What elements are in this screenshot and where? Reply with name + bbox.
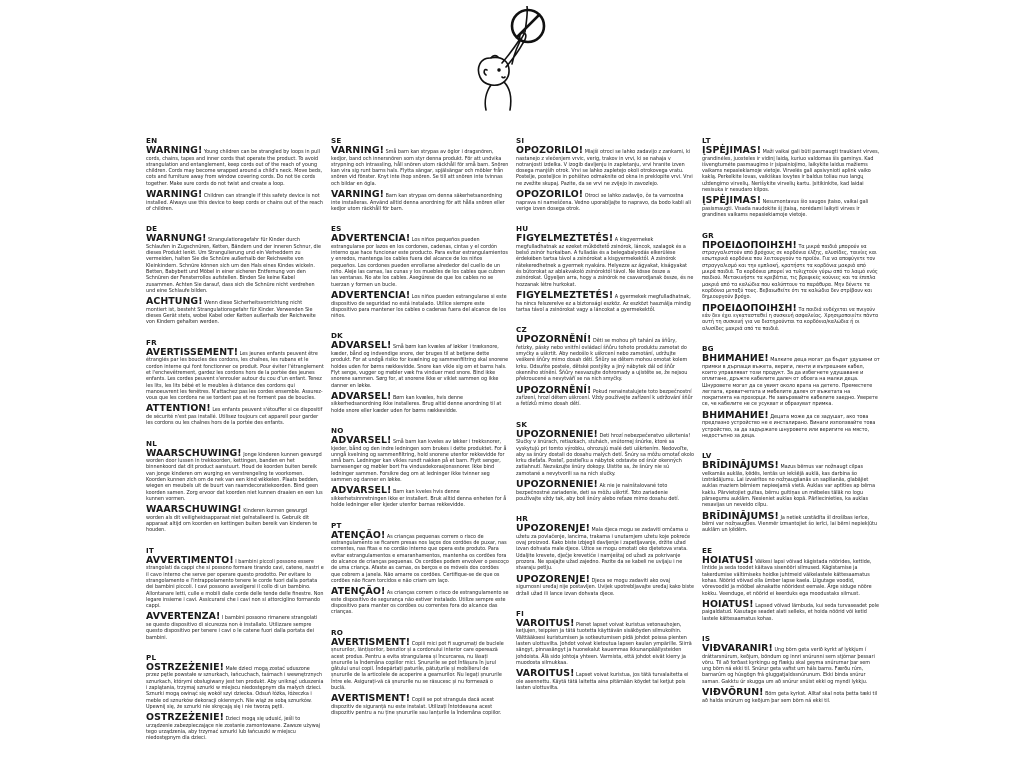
warning-heading: AVERTISMENT!: [331, 636, 411, 648]
warning-paragraph: [516, 146, 694, 187]
warning-text: Barn kan strypas om denna säkerhetsanordning inte installeras. Använd alltid denna anordning för att hålla snören eller kedjor utom räckhåll för barn.: [331, 193, 505, 212]
warning-heading: OPOZORILO!: [516, 189, 584, 201]
language-code: PT: [331, 520, 342, 530]
warning-paragraph: [331, 291, 509, 319]
language-code: EE: [702, 545, 713, 555]
language-code: HR: [516, 514, 528, 524]
warning-text: Mala djeca mogu se zadaviti omčama u užetu za povlačenje, lancima, trakama i unutarnjem užetu koje pokreće ovaj proizvod. Kako biste izbjegli davljenje i zapetljavanje, držite užad izvan dohvata male djece. Užice se mogu omotati oko djetetova vrata. Udaljite krevete, dječje krevetiće i namještaj od užadi za pokrivanje prozora. Ne spajajte užad zajedno. Pazite da se kabeli ne uvijaju i ne stvaraju petlju.: [516, 527, 691, 572]
warning-paragraph: [331, 190, 509, 212]
warning-heading: AVVERTIMENTO!: [146, 554, 234, 566]
warning-text: Lapsed võivad lämbuda, kui seda turvaseadet pole paigaldatud. Kasutage seadet alati selleks, et hoida nöörid või ketid lastele kättesaamatus kohas.: [702, 602, 879, 622]
language-section-lv: [702, 451, 880, 534]
warning-text: Τα παιδιά ενδέχεται να πνιγούν εάν δεν έχει εγκατασταθεί η συσκευή ασφαλείας. Χρησιμοποιείτε πάντα αυτή τη συσκευή για να διατηρούνται τα κορδόνια/καλώδια ή οι αλυσίδες μακριά από τα παιδιά.: [702, 306, 879, 332]
language-code: FI: [516, 608, 524, 618]
warning-heading: WAARSCHUWING!: [146, 504, 242, 516]
warning-paragraph: [702, 411, 880, 439]
warning-text: Mazus bērnus var nožnaugt cilpas velkamās auklās, ķēdēs, lentās un iekšējā auklā, kas darbina šo izstrādājumu. Lai izvairītos no nožņaugšanās un sapīšanās, glabājiet auklas maziem bērniem nepieejamā vietā. Auklas var aptīties ap bērna kaklu. Pārvietojiet gultas, bērnu gultiņas un mēbeles tālāk no logu pārsegumu auklām. Nesieniet auklas kopā. Pārliecinieties, ka auklas nesavijas un neveido cilpu.: [702, 464, 876, 509]
language-section-nl: [146, 439, 324, 534]
warning-heading: ĮSPĖJIMAS!: [702, 195, 762, 207]
warning-text: Barn kan kveles hvis denne sikkerhetsinnretningen ikke er installert. Bruk alltid denna enheten for å holde ledninger eller kjeder utenfor barnas rekkevidde.: [331, 489, 507, 509]
warning-paragraph: [702, 644, 880, 685]
language-section-pl: [146, 653, 324, 742]
warning-heading: ATENÇÃO!: [331, 586, 386, 598]
language-section-cz: [516, 325, 694, 408]
warning-paragraph: [146, 449, 324, 503]
language-section-fi: [516, 609, 694, 692]
column-3: [516, 136, 694, 694]
language-code: HU: [516, 224, 529, 234]
warning-text: Децата може да се задушат, ако това предпазно устройство не е инсталирано. Винаги използвайте това устройство, за да задържате шнуровете или веригите на място, недостъпно за деца.: [702, 413, 876, 439]
language-section-hr: [516, 514, 694, 597]
language-code: CZ: [516, 325, 527, 335]
warning-heading: ADVARSEL!: [331, 434, 392, 446]
warning-heading: ВНИМАНИЕ!: [702, 409, 769, 421]
warning-heading: ΠΡΟΕΙΔΟΠΟΙΗΣΗ!: [702, 239, 797, 251]
warning-paragraph: [516, 335, 694, 382]
warning-paragraph: [702, 241, 880, 301]
warning-heading: ACHTUNG!: [146, 296, 203, 308]
warning-heading: ADVERTENCIA!: [331, 289, 411, 301]
warning-heading: AVERTISSEMENT!: [146, 346, 239, 358]
warning-heading: VARNING!: [331, 145, 385, 156]
warning-heading: VAROITUS!: [516, 617, 575, 629]
warning-heading: WARNING!: [146, 189, 203, 201]
language-section-de: [146, 224, 324, 325]
warning-paragraph: [146, 404, 324, 426]
warning-text: Copiii se pot strangula dacă acest dispozitiv de siguranță nu este instalat. Utilizați întotdeauna acest dispozitiv pentru a nu ține șnururile sau lanțurile la îndemâna copiilor.: [331, 697, 502, 717]
warning-paragraph: [146, 713, 324, 741]
warning-heading: WARNUNG!: [146, 233, 207, 245]
language-code: NL: [146, 438, 157, 448]
warning-heading: BRĪDINĀJUMS!: [702, 460, 779, 472]
warning-text: Τα μικρά παιδιά μπορούν να στραγγαλιστούν από βρόχους σε κορδόνια έλξης, αλυσίδες, ταινίες και εσωτερικά κορδόνια που λειτουργούν το προϊόν. Για να αποφύγετε τον στραγγαλισμό και την εμπλοκή, κρατήστε τα κορδόνια μακριά από μικρά παιδιά. Τα κορδόνια μπορεί να τυλιχτούν γύρω από το λαιμό ενός παιδιού. Μετακινήστε τα κρεβάτια, τις βρεφικές κούνιες και τα έπιπλα μακριά από τα καλώδια που καλύπτουν τα παράθυρα. Μην δένετε τα κορδόνια μεταξύ τους. Βεβαιωθείτε ότι τα καλώδια δεν στρίβουν και δημιουργούν βρόχο.: [702, 243, 878, 301]
warning-paragraph: [331, 341, 509, 388]
language-section-no: [331, 426, 509, 509]
language-section-dk: [331, 331, 509, 414]
warning-text: Los niños pueden estrangularse si este dispositivo de seguridad no está instalado. Utilice siempre este dispositivo para mantener los cables o cadenas fuera del alcance de los niños.: [331, 293, 507, 320]
warning-heading: ATENÇÃO!: [331, 529, 386, 541]
warning-heading: UPOZORNĚNÍ!: [516, 334, 592, 346]
warning-text: A kisgyermekek megfulladhatnak az ezeket működtető zsinórok, láncok, szalagok és a belső zsinór hurkaiban. A fulladás és a belegabalyodás elkerülése érdekében tartsa távol a zsinórokat a kisgyermekektől. A zsinórok rátekeredhetnek a gyermek nyakára. Helyezze az ágyakat, kiságyakat és bútorokat az ablakvakoló zsinóroktól távol. Ne kösse össze a zsinórokat. Ügyeljen arra, hogy a zsinórok ne csavarodjanak össze, és ne hozzanak létre hurkokat.: [516, 237, 694, 288]
warning-text: Małe dzieci mogą zostać uduszone przez pętle powstałe w sznurkach, łańcuchach, taśmach i wewnętrznych sznurkach, którymi obsługiwany jest ten produkt. Aby uniknąć uduszenia i zaplątania, trzymaj sznurki w miejscu niedostępnym dla małych dzieci. Sznurki mogą owinąć się wokół szyi dziecka. Odsuń łóżka, łóżeczka i meble od sznurków dekoracji okiennych. Nie wiąż ze sobą sznurków. Upewnij się, że sznurki nie skręcają się i nie tworzą pętli.: [146, 665, 324, 710]
warning-heading: AVERTISMENT!: [331, 693, 411, 705]
warning-heading: OSTRZEŻENIE!: [146, 661, 224, 673]
language-section-gr: [702, 231, 880, 332]
warning-text: Lapset voivat kuristua, jos tätä turvalaitetta ei ole asennettu. Käytä tätä laitetta aina pitämään köydet tai ketjut pois lasten ulottuvilta.: [516, 672, 689, 692]
warning-paragraph: [516, 480, 694, 502]
warning-text: Ja netiek uzstādīta šī drošības ierīce, bērni var nožņaugties. Vienmēr izmantojiet šo ierīci, lai bērni nepiekļūtu auklām un ķēdēm.: [702, 514, 878, 534]
warning-text: Små barn kan strypas av öglor i dragsnören, kedjor, band och innersnören som styr denna produkt. För att undvika strypning och intrassling, håll snören utom räckhåll för små barn. Snören kan vira sig runt barns hals. Flytta sängar, spjälsängar och möbler från snören vid fönster. Knyt inte ihop snören. Se till att snören inte tvinnas och bildar en ögla.: [331, 149, 509, 187]
warning-paragraph: [516, 524, 694, 571]
language-code: IS: [702, 634, 711, 643]
warning-heading: WAARSCHUWING!: [146, 447, 242, 459]
warning-text: Copiii mici pot fi sugrumați de buclele șnururilor, lănțișorilor, benzilor și a cordonului interior care operează acest produs. Pentru a evita strangularea și încurcarea, nu lăsați șnururile la îndemâna copiilor mici. Șnururile se pot înfășura în jurul gâtului unui copil. Îndepărtați paturile, pătuțurile și mobilierul de șnururile de la articolele de acoperire a geamurilor. Nu legați șnururile între ele. Asigurați-vă că șnururile nu se răsucesc și nu formează o buclă.: [331, 640, 504, 692]
language-section-es: [331, 224, 509, 319]
warning-text: Les enfants peuvent s'étouffer si ce dispositif de sécurité n'est pas installé. Utilisez toujours cet appareil pour garder les cordons ou les chaînes hors de la portée des enfants.: [146, 407, 323, 427]
warning-paragraph: [331, 531, 509, 585]
language-section-lt: [702, 136, 880, 219]
warning-text: As crianças pequenas correm o risco de estrangulamento se ficarem presas nos laços dos cordões de puxar, nas correntes, nas fitas e no cordão interno que opera este produto. Para evitar estrangulamentos e emaranhamentos, mantenha os cordões fora do alcance de crianças pequenas. Os cordões podem envolver o pescoço de uma criança. Afaste as camas, os berços e os móveis dos cordões que cobrem a janela. Não amarre os cordões. Certifique-se de que os cordões não ficam torcidos e não criam um laço.: [331, 533, 509, 584]
language-code: SK: [516, 419, 528, 429]
language-code: PL: [146, 652, 157, 662]
language-code: DE: [146, 224, 158, 234]
language-section-si: [516, 136, 694, 212]
language-section-en: [146, 136, 324, 212]
warning-heading: ADVARSEL!: [331, 390, 392, 402]
warning-paragraph: [331, 486, 509, 508]
warning-heading: HOIATUS!: [702, 598, 754, 610]
warning-paragraph: [702, 600, 880, 622]
warning-text: As crianças correm o risco de estrangulamento se este dispositivo de segurança não estiver instalado. Utilize sempre este dispositivo para manter os cordões ou correntes fora do alcance das crianças.: [331, 590, 509, 616]
warning-paragraph: [516, 291, 694, 313]
language-code: SE: [331, 136, 342, 145]
language-section-ro: [331, 628, 509, 717]
warning-paragraph: [146, 556, 324, 610]
warning-text: Deti hrozí nebezpečenstvo uškrtenia! Slučky v šnúrach, retiazkach, stuhách, vnútornej šnúrke, ktoré sa vyskytujú pri tomto výrobku, ohrozujú malé deti uškrtením. Nedovoľte, aby sa šnúry dostali do dosahu malých detí. Šnúry sa môžu omotať okolo krku dieťaťa. Posteľ, postieľku a nábytok odstavte od šnúr okenných zatiahnutí. Nezväzujte šnúry dokopy. Uistite sa, že šnúry nie sú zamotané a nevytvorili sa na nich slučky.: [516, 432, 695, 477]
warning-heading: VARNING!: [331, 189, 385, 201]
warning-paragraph: [516, 234, 694, 288]
language-section-is: [702, 634, 880, 704]
language-section-ee: [702, 546, 880, 622]
warning-heading: WARNING!: [146, 145, 203, 156]
warning-text: Pienet lapset voivat kuristua vetonauhojen, ketjujen, teippien ja tätä tuotetta käyttävän sisäköyden silmukoihin. Välttääksesi kuristumisen ja sotkeutumisen pidä johdot poissa pienten lasten ulottuvilta. Johdot voivat kietoutua lapsen kaulan ympärille. Siirrä sängyt, pinnasängyt ja huonekalut kauemmas ikkunanpäällysteiden johdoista. Älä sido johtoja yhteen. Varmista, että johdot eivät kierry ja muodosta silmukkaa.: [516, 621, 692, 666]
warning-text: Dzieci mogą się udusić, jeśli to urządzenie zabezpieczające nie zostanie zamontowane. Zawsze używaj tego urządzenia, aby trzymać sznurki lub łańcuszki w miejscu niedostępnym dla dzieci.: [146, 716, 321, 742]
warning-paragraph: [146, 234, 324, 294]
warning-paragraph: [331, 146, 509, 187]
column-2: [331, 136, 509, 720]
language-section-bg: [702, 344, 880, 439]
column-1: [146, 136, 324, 745]
warning-text: Små børn kan kvæles af løkker i træksnore, kæder, bånd og indvendige snore, der bruges til at betjene dette produkt. For at undgå risiko for kvælning og sammenfiltring skal snorene holdes uden for børns rækkevidde. Snore kan vikle sig om et barns hals. Flyt senge, vugger og møbler væk fra vinduer med snore. Bind ikke snorene sammen. Sørg for, at snorene ikke er viklet sammen og ikke danner en løkke.: [331, 344, 509, 389]
warning-text: Los niños pequeños pueden estrangularse por lazos en los cordones, cadenas, cintas y el cordón interno que hace funcionar este producto. Para evitar estrangulamientos y enredos, mantenga los cables fuera del alcance de los niños pequeños. Los cordones pueden enrollarse alrededor del cuello de un niño. Aleje las camas, las cunas y los muebles de los cables que cubren las ventanas. No ate los cables. Asegúrese de que los cables no se tuerzan y formen un bucle.: [331, 237, 508, 288]
warning-text: A gyermekek megfulladhatnak, ha nincs felszerelve ez a biztonsági eszköz. Az eszközt használja mindig tartsa távol a zsinórokat vagy a láncokat a gyermekektől.: [516, 293, 691, 313]
warning-heading: ADVERTENCIA!: [331, 233, 411, 245]
warning-heading: AVVERTENZA!: [146, 611, 221, 623]
warning-paragraph: [516, 575, 694, 597]
language-code: BG: [702, 344, 714, 354]
warning-heading: ATTENTION!: [146, 403, 211, 415]
warning-paragraph: [146, 146, 324, 187]
warning-text: Små barn kan kveles av løkker i trekksnorer, kjeder, bånd og den indre ledningen som brukes i dette produktet. For å unngå kvelning og sammenfiltring, hold snorene utenfor rekkevidde for små barn. Ledninger kan vikles rundt nakken på et barn. Flytt senger, barnesenger og møbler bort fra vindusdekorasjonssnorer. Ikke bind ledninger sammen. Forsikre deg om at ledninger ikke tvinner seg sammen og danner en løkke.: [331, 438, 507, 484]
language-code: SI: [516, 136, 525, 145]
column-4: [702, 136, 880, 707]
language-code: LT: [702, 136, 711, 145]
warning-paragraph: [702, 556, 880, 597]
warning-paragraph: [146, 297, 324, 325]
warning-text: I bambini piccoli possono essere strangolati da cappi che si possono formare tirando cavi, catene, nastri e il cavo interno che serve per operare questo prodotto. Per evitare lo strangolamento e l'intrappolamento tenere le corde fuori dalla portata dei bambini piccoli. I cavi possono avvolgersi il collo di un bambino. Allontanare letti, culle e mobili dalle corde delle tende delle finestre. Non legare insieme i cavi. Assicurarsi che i cavi non si attorciglino formando cappi.: [146, 558, 324, 610]
warning-text: Mlajši otroci se lahko zadavijo z zankami, ki nastanejo z vlečenjem vrvic, verig, trakov in vrvi, ki se nahaja v notranjosti izdelka. V izogib davljenju in zapletanju, vrvi hranite izven dosega manjših otrok. Vrvi se lahko zapletejo okoli otrokovega vratu. Postelje, posteljice in pohištvo odmaknite od okna in preklopite vrvi. Vrvi ne zvežite skupaj. Pazite, da se vrvi ne zvijejo in zavozlejo.: [516, 149, 693, 187]
warning-heading: OSTRZEŻENIE!: [146, 712, 224, 724]
warning-paragraph: [702, 461, 880, 508]
language-section-fr: [146, 338, 324, 427]
language-code: GR: [702, 230, 714, 240]
warning-paragraph: [146, 612, 324, 640]
warning-paragraph: [702, 196, 880, 218]
warning-paragraph: [331, 234, 509, 288]
language-section-pt: [331, 521, 509, 616]
warning-heading: OPOZORILO!: [516, 145, 584, 156]
warning-text: Börn geta kyrkst. Alltaf skal nota þetta tæki til að halda snúrum og keðjum þar sem börn ná ekki til.: [702, 691, 878, 704]
language-section-se: [331, 136, 509, 212]
warning-paragraph: [702, 688, 880, 704]
language-code: LV: [702, 451, 712, 461]
warning-text: Les jeunes enfants peuvent être étranglés par les boucles des cordons, les chaînes, les rubans et le cordon interne qui font fonctionner ce produit. Pour éviter l'étranglement et l'enchevêtrement, gardez les cordons hors de la portée des jeunes enfants. Les cordes peuvent s'enrouler autour du cou d'un enfant. Tenez les lits, les lits bébé et le meubles à distance des cordons qui manoeuvrent les fenêtres. N'attachez pas les cordes ensemble. Assurez-vous que les cordons ne se tordent pas et ne forment pas de boucles.: [146, 350, 324, 402]
warning-text: Ak nie je nainštalované toto bezpečnostné zariadenie, deti sa môžu uškrtiť. Toto zariadenie používajte vždy tak, aby boli šnúry alebo reťaze mimo dosahu detí.: [516, 483, 680, 502]
child-strangulation-warning-illustration: [468, 6, 564, 112]
warning-paragraph: [146, 190, 324, 212]
warning-text: Děti se mohou při tahání za šňůry, řetízky, pásky nebo vnitřní ovládací šňůru tohoto produktu zamotat do smyčky a uškrtit. Aby nedošlo k uškrcení nebo zamotání, udržujte veškeré šňůry mimo dosah dětí. Šňůry se dětem mohou omotat kolem krku. Odsuňte postele, dětské postýlky a jiný nábytek dál od šňůr okenního stínění. Šňůry nesvazujte dohromady a ujistěte se, že nejsou překroucené a nevytváří se na nich smyčky.: [516, 338, 688, 383]
warning-text: Nesumontavus šio saugos įtaiso, vaikai gali pasismaugti. Visada naudokite šį įtaisą, norėdami laikyti virves ir grandines vaikams nepasiekiamoje vietoje.: [702, 199, 869, 219]
warning-text: Otroci se lahko zadavijo, če ta varnostna naprava ni nameščena. Vedno uporabljajte to napravo, da bodo kabli ali verige izven dosega otrok.: [516, 193, 691, 212]
warning-paragraph: [331, 587, 509, 615]
warning-paragraph: [516, 669, 694, 691]
warning-text: Kinderen kunnen gewurgd worden als dit veiligheidsapparaat niet geïnstalleerd is. Gebruik dit apparaat altijd om koorden en kettingen buiten bereik van kinderen te houden.: [146, 508, 318, 534]
warning-heading: HOIATUS!: [702, 554, 754, 566]
language-section-sk: [516, 420, 694, 503]
warning-paragraph: [331, 436, 509, 483]
warning-text: Pokud nenainstalujete toto bezpečnostní zařízení, hrozí dětem uškrcení. Vždy používejte zařízení k udržování šňůr a řetízků mimo dosah dětí.: [516, 388, 693, 408]
warning-text: Djeca se mogu zadaviti ako ovaj sigurnosni uređaj nije postavljen. Uvijek upotrebljavajte uređaj kako biste držali užad ili lance izvan dohvata djece.: [516, 577, 694, 597]
warning-text: Ung börn geta verið kyrkt af lykkjum í dráttarsnúrum, keðjum, böndum og innri snúrunni sem stjórnar þessari vöru. Til að forðast kyrkingu og flækju skal geyma snúrurnar þar sem ung börn ná ekki til. Snúrur geta vafist um háls barns. Færðu rúm, barnarúm og húsgögn frá gluggatjaldssnúrunum. Ekki binda snúrur saman. Gakktu úr skugga um að snúrur snúist ekki og myndi lykkju.: [702, 647, 875, 685]
warning-paragraph: [331, 392, 509, 414]
warning-heading: VAROITUS!: [516, 668, 575, 680]
language-code: DK: [331, 331, 343, 341]
warning-paragraph: [702, 146, 880, 193]
language-section-it: [146, 546, 324, 641]
warning-paragraph: [702, 512, 880, 534]
warning-paragraph: [702, 304, 880, 332]
language-section-hu: [516, 224, 694, 313]
warning-heading: UPOZORNENIE!: [516, 479, 598, 491]
warning-heading: FIGYELMEZTETÉS!: [516, 233, 614, 245]
warning-text: Young children can be strangled by loops in pull cords, chains, tapes and inner cords that operate the product. To avoid strangulation and entanglement, keep cords out of the reach of young children. Cords may become wrapped around a child's neck. Move beds, cots and furniture away from window covering cords. Do not tie cords together. Make sure cords do not twist and create a loop.: [146, 149, 323, 187]
warning-paragraph: [516, 619, 694, 666]
language-code: EN: [146, 136, 158, 145]
warning-heading: UPOZORENJE!: [516, 573, 590, 585]
language-code: NO: [331, 425, 344, 435]
language-code: FR: [146, 337, 157, 347]
warning-paragraph: [516, 190, 694, 212]
warning-heading: ĮSPĖJIMAS!: [702, 145, 762, 156]
warning-text: Maži vaikai gali būti pasmaugti traukiant virves, grandinėles, juosteles ir vidinį laidą, kuriuo valdomas šis gaminys. Kad išvengtumėte pasmaugimo ir įsipainiojimo, laikykite laidus mažiems vaikams nepasiekiamoje vietoje. Virvelės gali apsivynioti aplink vaiko kaklą. Perkelkite lovas, vaikiškas lovytes ir baldus toliau nuo langų uždengimo virvelių. Nerišykite virvelių kartu. Įsitikinkite, kad laidai nesisuka ir nesudaro kilpos.: [702, 149, 880, 194]
language-code: RO: [331, 627, 344, 637]
warning-text: Children can strangle if this safety device is not installed. Always use this device to keep cords or chains out of the reach of children.: [146, 193, 323, 212]
warning-heading: VIÐVÖRUN!: [702, 687, 764, 699]
warning-text: Jonge kinderen kunnen gewurgd worden door lussen in trekkoorden, kettingen, banden en het binnenkoord dat dit product aanstuurt. Houd de koorden buiten bereik van jonge kinderen om wurging en verstrengeling te voorkomen. Koorden kunnen zich om de nek van een kind wikkelen. Plaats bedden, wiegen en meubels uit de buurt van raamdecoratiekoorden. Bind geen koorden samen. Zorg ervoor dat koorden niet kunnen draaien en een lus kunnen vormen.: [146, 451, 323, 502]
warning-text: Väikesi lapsi võivad kägistada nöörides, kettide, lintide ja seda toodet käitava sisenööri silmused. Kägistamise ja takerdumise vältimiseks hoidke juhtmeid väikelastele kättesaamatus kohas. Nöörid võivad olla ümber lapse kaela. Liigutage voodid, võrevoodid ja mööbel aknakatte nööridest eemale. Ärge siduge nööre kokku. Veenduge, et nöörid ei keerduks ega moodustaks silmust.: [702, 558, 872, 597]
warning-heading: UPOZORNĚNÍ!: [516, 384, 592, 396]
warning-heading: UPOZORNENIE!: [516, 428, 598, 440]
warning-paragraph: [516, 386, 694, 408]
warning-paragraph: [516, 430, 694, 477]
warning-paragraph: [146, 348, 324, 402]
warning-heading: ΠΡΟΕΙΔΟΠΟΙΗΣΗ!: [702, 302, 797, 314]
warning-paragraph: [331, 694, 509, 716]
warning-heading: BRĪDINĀJUMS!: [702, 510, 779, 522]
warning-heading: ВНИМАНИЕ!: [702, 353, 769, 365]
warning-heading: UPOZORENJE!: [516, 523, 590, 535]
warning-text: Børn kan kvæles, hvis denne sikkerhedsanordning ikke installeres. Brug altid denne anordning til at holde snore eller kæder uden for børns rækkevidde.: [331, 394, 502, 414]
warning-heading: ADVARSEL!: [331, 340, 392, 352]
warning-paragraph: [331, 638, 509, 692]
warning-text: Strangulationsgefahr für Kinder durch Schlaufen in Zugschnüren, Ketten, Bändern und der inneren Schnur, die dieses Produkt lenkt. Um Strangulierung und ein Verheddern zu vermeiden, halten Sie die Schnüre außerhalb der Reichweite von Kleinkindern. Schnüre können sich um den Hals eines Kindes wickeln. Betten, Babybett und Möbel in einer sicheren Entfernung von den Schnüren der Fensterrollos aufstellen. Binden Sie keine Kabel zusammen. Achten Sie darauf, dass sich die Schnüre nicht verdrehen und eine Schlaufe bilden.: [146, 237, 321, 294]
warning-text: I bambini possono rimanere strangolati se questo dispositivo di sicurezza non è installato. Utilizzare sempre questo dispositivo per tenere i cavi o le catene fuori dalla portata dei bambini.: [146, 615, 318, 641]
warning-heading: FIGYELMEZTETÉS!: [516, 289, 614, 301]
language-code: ES: [331, 224, 342, 234]
warning-paragraph: [146, 663, 324, 710]
warning-paragraph: [146, 505, 324, 533]
warning-heading: VIÐVARANIR!: [702, 643, 773, 654]
warning-text: Wenn diese Sicherheitsvorrichtung nicht montiert ist, besteht Strangulationsgefahr für Kinder. Verwenden Sie dieses Gerät stets, wobei Kabel oder Ketten außerhalb der Reichweite von Kindern gehalten werden.: [146, 300, 316, 326]
language-code: IT: [146, 545, 154, 555]
warning-paragraph: [702, 354, 880, 408]
warning-heading: ADVARSEL!: [331, 485, 392, 497]
warning-text: Малките деца могат да бъдат удушени от примки в дърпащи въжета, вериги, ленти и вътрешния кабел, които управляват този продукт. За да избегнете удушаване и оплитане, дръжте кабелите далеч от обсега на малки деца. Шнуровете могат да се увият около врата на детето. Преместете леглата, креватчетата и мебелите далеч от въжетата на покритията на прозорци. Не завързвайте кабелите заедно. Уверете се, че кабелите не се усукват и образуват примка.: [702, 357, 880, 408]
